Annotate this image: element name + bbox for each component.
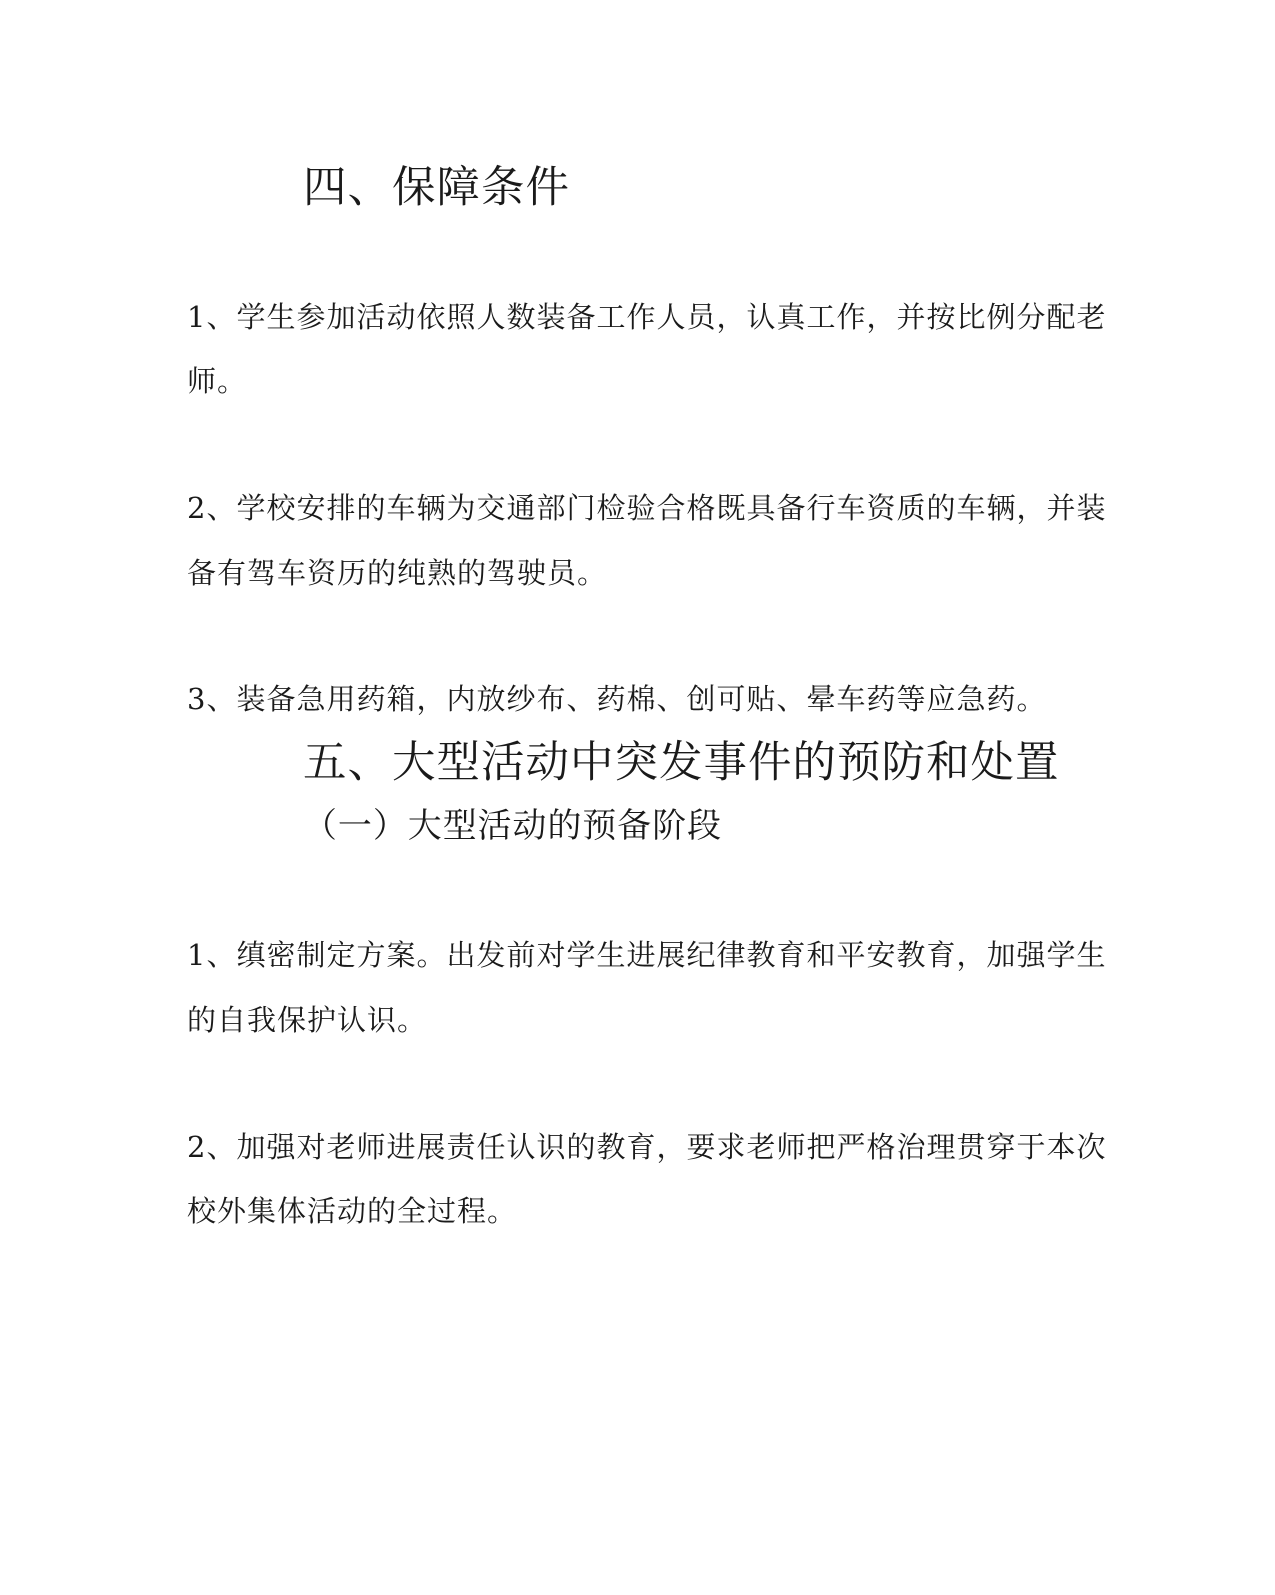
paragraph-item-3-line-1: 3、装备急用药箱，内放纱布、药棉、创可贴、晕车药等应急药。 bbox=[187, 682, 1047, 716]
paragraph-item-1-line-2: 师。 bbox=[187, 364, 248, 398]
paragraph-prep-item-2-line-2: 校外集体活动的全过程。 bbox=[187, 1194, 518, 1228]
paragraph-item-2-line-2: 备有驾车资历的纯熟的驾驶员。 bbox=[187, 556, 608, 590]
paragraph-item-2-line-1: 2、学校安排的车辆为交通部门检验合格既具备行车资质的车辆，并装 bbox=[187, 491, 1107, 525]
paragraph-prep-item-1-line-1: 1、缜密制定方案。出发前对学生进展纪律教育和平安教育，加强学生 bbox=[187, 938, 1107, 972]
paragraph-prep-item-2-line-1: 2、加强对老师进展责任认识的教育，要求老师把严格治理贯穿于本次 bbox=[187, 1130, 1107, 1164]
paragraph-prep-item-1-line-2: 的自我保护认识。 bbox=[187, 1003, 428, 1037]
section-heading-emergency-prevention: 五、大型活动中突发事件的预防和处置 bbox=[303, 738, 1060, 788]
subsection-heading-preparation-stage: （一）大型活动的预备阶段 bbox=[303, 807, 723, 846]
section-heading-guarantee-conditions: 四、保障条件 bbox=[303, 163, 570, 213]
paragraph-item-1-line-1: 1、学生参加活动依照人数装备工作人员，认真工作，并按比例分配老 bbox=[187, 300, 1107, 334]
